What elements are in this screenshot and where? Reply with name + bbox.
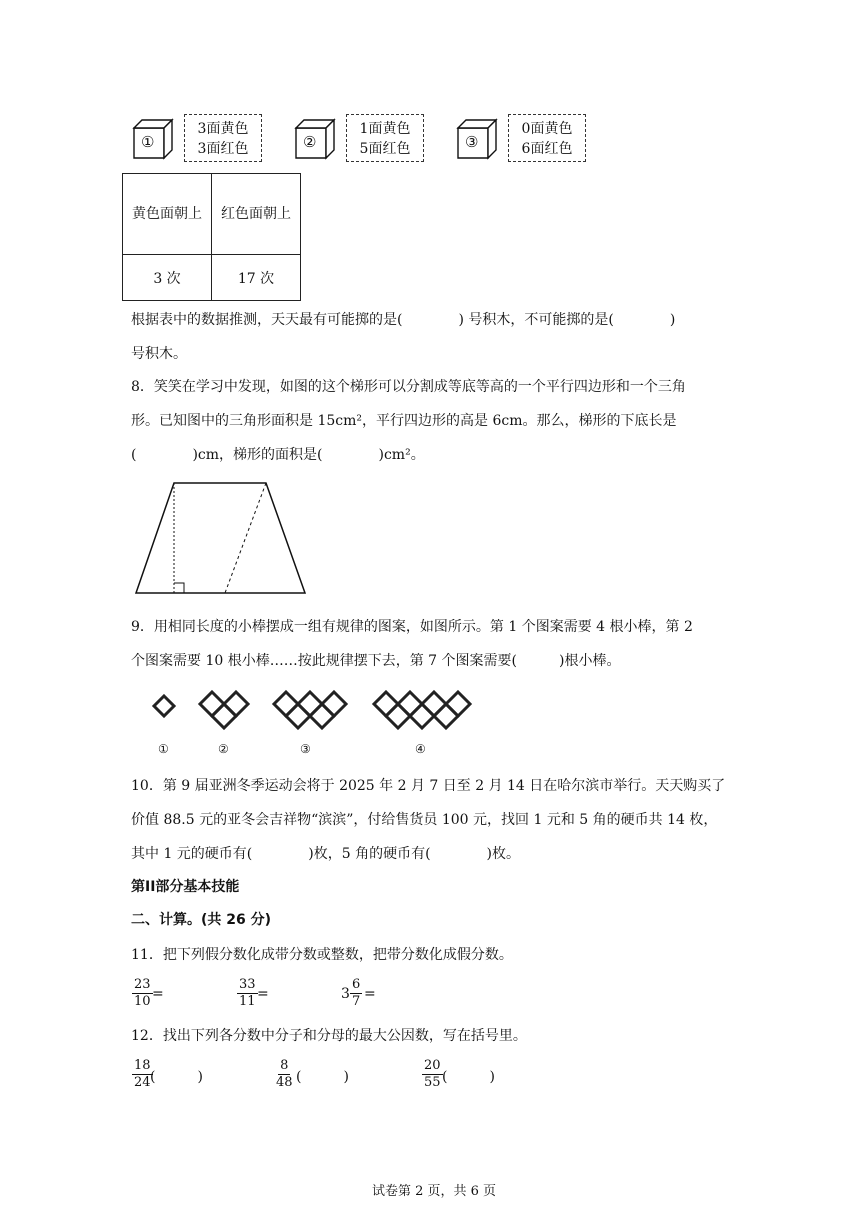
table-header-cell: 红色面朝上 xyxy=(212,174,301,255)
pattern-label: ① xyxy=(158,742,169,756)
cube-line: 5面红色 xyxy=(359,141,411,157)
table-cell: 3 次 xyxy=(123,255,212,301)
trapezoid-figure xyxy=(130,478,310,598)
fraction-denominator: 7 xyxy=(352,994,361,1009)
q8-line: ( )cm，梯形的面积是( )cm²。 xyxy=(131,447,425,463)
answer-blank[interactable]: ( ) xyxy=(150,1069,203,1085)
cube-face-info xyxy=(184,114,262,162)
q9-line: 9．用相同长度的小棒摆成一组有规律的图案，如图所示。第 1 个图案需要 4 根小棒，第 2 xyxy=(131,619,693,635)
cube-face-info xyxy=(346,114,424,162)
fraction-denominator: 55 xyxy=(424,1075,441,1090)
fraction-numerator: 8 xyxy=(280,1058,289,1073)
fraction-denominator: 48 xyxy=(276,1075,293,1090)
equals-sign: = xyxy=(257,986,269,1002)
pattern-label: ③ xyxy=(300,742,311,756)
fraction-denominator: 24 xyxy=(134,1075,151,1090)
q10-line: 其中 1 元的硬币有( )枚，5 角的硬币有( )枚。 xyxy=(131,846,521,862)
equals-sign: = xyxy=(152,986,164,1002)
cube-line: 6面红色 xyxy=(521,141,573,157)
fraction xyxy=(237,977,258,1010)
page-footer: 试卷第 2 页，共 6 页 xyxy=(371,1184,497,1199)
equals-sign: = xyxy=(364,986,376,1002)
cube-line: 3面红色 xyxy=(197,141,249,157)
q8-line: 8．笑笑在学习中发现，如图的这个梯形可以分割成等底等高的一个平行四边形和一个三角 xyxy=(131,379,686,395)
section-heading: 二、计算。(共 26 分) xyxy=(131,912,272,928)
fraction-numerator: 18 xyxy=(134,1058,151,1073)
fraction-numerator: 33 xyxy=(239,977,256,992)
q11-text: 11．把下列假分数化成带分数或整数，把带分数化成假分数。 xyxy=(131,947,513,963)
q8-line: 形。已知图中的三角形面积是 15cm²，平行四边形的高是 6cm。那么，梯形的下底长是 xyxy=(131,413,677,429)
cube-label: ② xyxy=(303,133,317,151)
cube-line: 0面黄色 xyxy=(521,121,573,137)
table-header-cell: 黄色面朝上 xyxy=(123,174,212,255)
cube-label: ① xyxy=(141,133,155,151)
q7-line: 根据表中的数据推测，天天最有可能掷的是( ) 号积木，不可能掷的是( ) xyxy=(131,312,676,328)
q10-line: 10．第 9 届亚洲冬季运动会将于 2025 年 2 月 7 日至 2 月 14 日在哈尔滨市举行。天天购买了 xyxy=(131,778,726,794)
fraction xyxy=(422,1058,443,1091)
part-heading: 第II部分基本技能 xyxy=(131,879,240,895)
fraction-denominator: 10 xyxy=(134,994,151,1009)
fraction xyxy=(276,1058,293,1091)
mixed-whole: 3 xyxy=(341,986,350,1002)
cube-line: 1面黄色 xyxy=(359,121,411,137)
roll-result-table xyxy=(122,173,301,301)
fraction-numerator: 6 xyxy=(352,977,361,992)
q10-line: 价值 88.5 元的亚冬会吉祥物“滨滨”，付给售货员 100 元，找回 1 元和 5 角的硬币共 14 枚， xyxy=(131,812,718,828)
fraction xyxy=(350,977,362,1010)
table-cell: 17 次 xyxy=(212,255,301,301)
fraction-numerator: 20 xyxy=(424,1058,441,1073)
fraction xyxy=(132,977,153,1010)
answer-blank[interactable]: ( ) xyxy=(442,1069,495,1085)
pattern-label: ④ xyxy=(415,742,426,756)
q7-line: 号积木。 xyxy=(131,346,187,362)
cube-line: 3面黄色 xyxy=(197,121,249,137)
fraction-denominator: 11 xyxy=(239,994,256,1009)
q9-line: 个图案需要 10 根小棒……按此规律摆下去，第 7 个图案需要( )根小棒。 xyxy=(131,653,621,669)
q12-text: 12．找出下列各分数中分子和分母的最大公因数，写在括号里。 xyxy=(131,1028,527,1044)
pattern-label: ② xyxy=(218,742,229,756)
answer-blank[interactable]: ( ) xyxy=(296,1069,349,1085)
cube-label: ③ xyxy=(465,133,479,151)
fraction-numerator: 23 xyxy=(134,977,151,992)
cube-face-info xyxy=(508,114,586,162)
